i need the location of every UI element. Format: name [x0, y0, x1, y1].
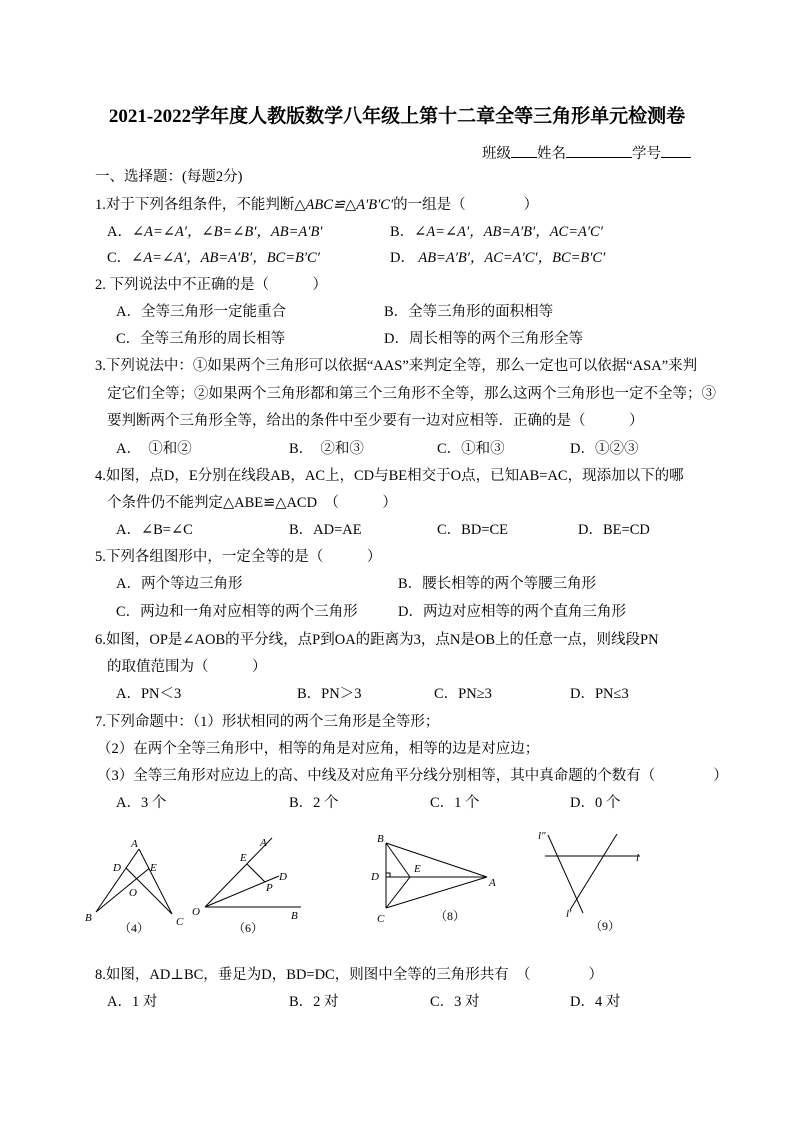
class-blank — [511, 143, 537, 158]
page-title: 2021-2022学年度人教版数学八年级上第十二章全等三角形单元检测卷 — [108, 106, 686, 127]
label-e: E — [240, 852, 247, 864]
label-d: D — [371, 871, 379, 883]
option-letter: D． — [570, 994, 595, 1010]
option-text: ∠A=∠A′，AB=A′B′，BC=B′C′ — [131, 250, 320, 266]
q7-stem-line-2: （2）在两个全等三角形中，相等的角是对应角，相等的边是对应边； — [97, 741, 540, 757]
q2-stem: 2. 下列说法中不正确的是（ ） — [95, 277, 327, 293]
label-a: A — [489, 877, 496, 889]
label-b: B — [85, 912, 92, 924]
q4-option-d — [578, 520, 650, 540]
q3-stem-line-3: 要判断两个三角形全等，给出的条件中至少要有一边对应相等．正确的是（ ） — [107, 413, 644, 429]
q6-stem-line-1: 6.如图，OP是∠AOB的平分线，点P到OA的距离为3，点N是OB上的任意一点，则线段PN — [95, 632, 659, 648]
option-text: AB=A′B′，AC=A′C′，BC=B′C′ — [414, 250, 606, 266]
option-text: ∠A=∠A′，∠B=∠B′，AB=A′B′ — [131, 224, 323, 240]
q2-option-c — [116, 329, 285, 349]
option-text: ①和③ — [461, 441, 505, 457]
q2-option-b — [384, 302, 553, 322]
option-letter: A． — [116, 795, 141, 811]
q2-option-a — [116, 302, 286, 322]
option-text: 全等三角形一定能重合 — [140, 304, 286, 320]
label-e: E — [414, 863, 421, 875]
option-letter: B． — [289, 795, 314, 811]
option-letter: A． — [116, 304, 141, 320]
q7-option-b — [289, 793, 339, 813]
option-letter: D． — [570, 441, 595, 457]
q3-option-a — [116, 439, 192, 459]
option-letter: A． — [116, 576, 141, 592]
segment-ac — [139, 849, 172, 914]
figure-4 — [85, 838, 184, 935]
segment-ce — [386, 877, 410, 908]
q7-stem-line-1: 7.下列命题中：（1）形状相同的两个三角形是全等形； — [95, 714, 440, 730]
option-text: PN＜3 — [140, 686, 182, 702]
line-l-double-prime — [548, 835, 583, 913]
option-letter: C． — [107, 250, 132, 266]
option-letter: A． — [116, 522, 141, 538]
q6-option-b — [297, 684, 361, 704]
name-label: 姓名 — [537, 146, 566, 162]
option-text: ①②③ — [594, 441, 639, 457]
q8-option-d — [570, 992, 620, 1012]
q5-option-b — [398, 574, 596, 594]
option-letter: B． — [289, 994, 314, 1010]
q3-stem-line-2: 定它们全等；②如果两个三角形都和第三个三角形不全等，那么这两个三角形也一定不全等；③ — [107, 386, 716, 402]
q7-option-c — [430, 793, 480, 813]
option-letter: A． — [116, 686, 141, 702]
section-heading: 一、选择题：(每题2分) — [95, 169, 243, 185]
q7-stem-line-3: （3）全等三角形对应边上的高、中线及对应角平分线分别相等，其中真命题的个数有（ ） — [97, 768, 728, 784]
option-text: 2 个 — [313, 795, 339, 811]
segment-be — [96, 869, 149, 913]
segment-be — [386, 843, 410, 877]
label-l: l — [636, 852, 640, 864]
q3-option-c — [437, 439, 505, 459]
q5-stem: 5.下列各组图形中，一定全等的是（ ） — [95, 549, 382, 565]
option-text: PN≤3 — [594, 686, 629, 702]
option-text: 全等三角形的周长相等 — [140, 331, 286, 347]
segment-ab — [96, 849, 139, 912]
q1-option-c — [107, 248, 320, 268]
option-letter: B． — [384, 304, 409, 320]
option-text: 全等三角形的面积相等 — [408, 304, 554, 320]
label-o: O — [129, 887, 137, 899]
option-letter: D． — [570, 686, 595, 702]
option-text: 两边对应相等的两个直角三角形 — [422, 604, 626, 620]
q6-option-d — [570, 684, 629, 704]
option-text: ①和② — [133, 441, 192, 457]
figure-caption: （8） — [435, 909, 466, 923]
option-text: BD=CE — [461, 522, 509, 538]
option-letter: C． — [430, 795, 455, 811]
q5-option-d — [398, 602, 626, 622]
option-letter: D． — [390, 250, 415, 266]
option-letter: C． — [437, 441, 462, 457]
q1-option-d — [390, 248, 605, 268]
q1-stem-math: △ABC≌△A′B′C′ — [294, 197, 394, 213]
q8-stem: 8.如图，AD⊥BC，垂足为D，BD=DC，则图中全等的三角形共有 （ ） — [95, 967, 603, 983]
q6-stem-line-2: 的取值范围为（ ） — [107, 659, 267, 675]
q4-stem-line-1: 4.如图，点D，E分别在线段AB，AC上，CD与BE相交于O点，已知AB=AC，现添加以下的哪 — [95, 468, 684, 484]
q4-option-c — [437, 520, 508, 540]
option-text: 2 对 — [313, 994, 339, 1010]
label-b: B — [291, 910, 298, 922]
number-blank — [661, 143, 691, 158]
q1-stem-part: 的一组是（ ） — [393, 197, 539, 213]
option-text: 0 个 — [594, 795, 621, 811]
q7-option-a — [116, 793, 166, 813]
option-letter: A． — [107, 994, 132, 1010]
student-info — [482, 143, 691, 163]
option-letter: C． — [437, 522, 462, 538]
option-text: AD=AE — [313, 522, 362, 538]
q3-option-b — [289, 439, 364, 459]
option-text: 4 对 — [594, 994, 621, 1010]
figure-8 — [370, 833, 496, 925]
option-letter: A． — [116, 441, 134, 457]
figure-caption: （6） — [233, 921, 264, 935]
option-text: 周长相等的两个三角形全等 — [408, 331, 583, 347]
option-letter: B． — [297, 686, 322, 702]
option-text: PN＞3 — [321, 686, 362, 702]
option-text: 腰长相等的两个等腰三角形 — [422, 576, 597, 592]
option-text: ∠B=∠C — [140, 522, 193, 538]
right-angle-mark — [386, 873, 390, 877]
label-l-double-prime: l″ — [538, 830, 546, 842]
option-text: BE=CD — [602, 522, 650, 538]
option-letter: D． — [570, 795, 595, 811]
option-text: 1 对 — [131, 994, 158, 1010]
q1-option-b — [390, 222, 603, 242]
label-o: O — [192, 906, 200, 918]
label-l-prime: l′ — [566, 908, 572, 920]
q7-option-d — [570, 793, 620, 813]
q1-stem-part: 1.对于下列各组条件，不能判断 — [95, 197, 295, 213]
segment-ca — [386, 877, 487, 908]
label-a: A — [131, 838, 138, 850]
option-letter: D． — [578, 522, 603, 538]
q4-option-b — [289, 520, 362, 540]
segment-pe — [247, 864, 265, 882]
q4-stem-line-2: 个条件仍不能判定△ABE≌△ACD （ ） — [107, 495, 397, 511]
label-p: P — [266, 882, 273, 894]
label-c: C — [377, 913, 385, 925]
option-letter: A． — [107, 224, 132, 240]
figure-caption: （4） — [119, 921, 150, 935]
q4-option-a — [116, 520, 193, 540]
option-text: 两个等边三角形 — [140, 576, 243, 592]
q5-option-a — [116, 574, 242, 594]
q8-option-a — [107, 992, 157, 1012]
class-label: 班级 — [482, 146, 511, 162]
label-e: E — [150, 862, 157, 874]
q1-option-a — [107, 222, 322, 242]
option-letter: C． — [116, 331, 141, 347]
label-c: C — [176, 916, 184, 928]
q5-option-c — [116, 602, 358, 622]
label-d: D — [279, 871, 287, 883]
option-letter: C． — [434, 686, 459, 702]
option-letter: D． — [398, 604, 423, 620]
q2-option-d — [384, 329, 583, 349]
q6-option-c — [434, 684, 492, 704]
option-letter: B． — [289, 441, 306, 457]
q3-stem-line-1: 3.下列说法中：①如果两个三角形可以依据“AAS”来判定全等，那么一定也可以依据“ASA”来判 — [95, 358, 698, 374]
segment-ba — [386, 843, 487, 877]
q3-option-d — [570, 439, 638, 459]
option-letter: D． — [384, 331, 409, 347]
option-letter: C． — [116, 604, 141, 620]
q8-option-c — [430, 992, 480, 1012]
option-letter: C． — [430, 994, 455, 1010]
figures — [0, 825, 794, 945]
figure-6 — [192, 837, 301, 935]
label-b: B — [377, 833, 384, 845]
option-text: ∠A=∠A′，AB=A′B′，AC=A′C′ — [414, 224, 603, 240]
option-letter: B． — [398, 576, 423, 592]
number-label: 学号 — [632, 146, 661, 162]
q6-option-a — [116, 684, 181, 704]
option-text: PN≥3 — [458, 686, 492, 702]
name-blank — [566, 143, 632, 158]
line-l-prime — [570, 834, 617, 910]
option-text: ②和③ — [305, 441, 364, 457]
option-text: 3 个 — [140, 795, 167, 811]
option-text: 1 个 — [454, 795, 480, 811]
q1-stem — [95, 195, 538, 215]
figure-9 — [538, 830, 640, 933]
figure-caption: （9） — [590, 919, 621, 933]
label-a: A — [260, 837, 267, 849]
option-text: 两边和一角对应相等的两个三角形 — [140, 604, 358, 620]
option-text: 3 对 — [454, 994, 480, 1010]
q8-option-b — [289, 992, 339, 1012]
label-d: D — [113, 862, 121, 874]
option-letter: B． — [390, 224, 415, 240]
option-letter: B． — [289, 522, 314, 538]
